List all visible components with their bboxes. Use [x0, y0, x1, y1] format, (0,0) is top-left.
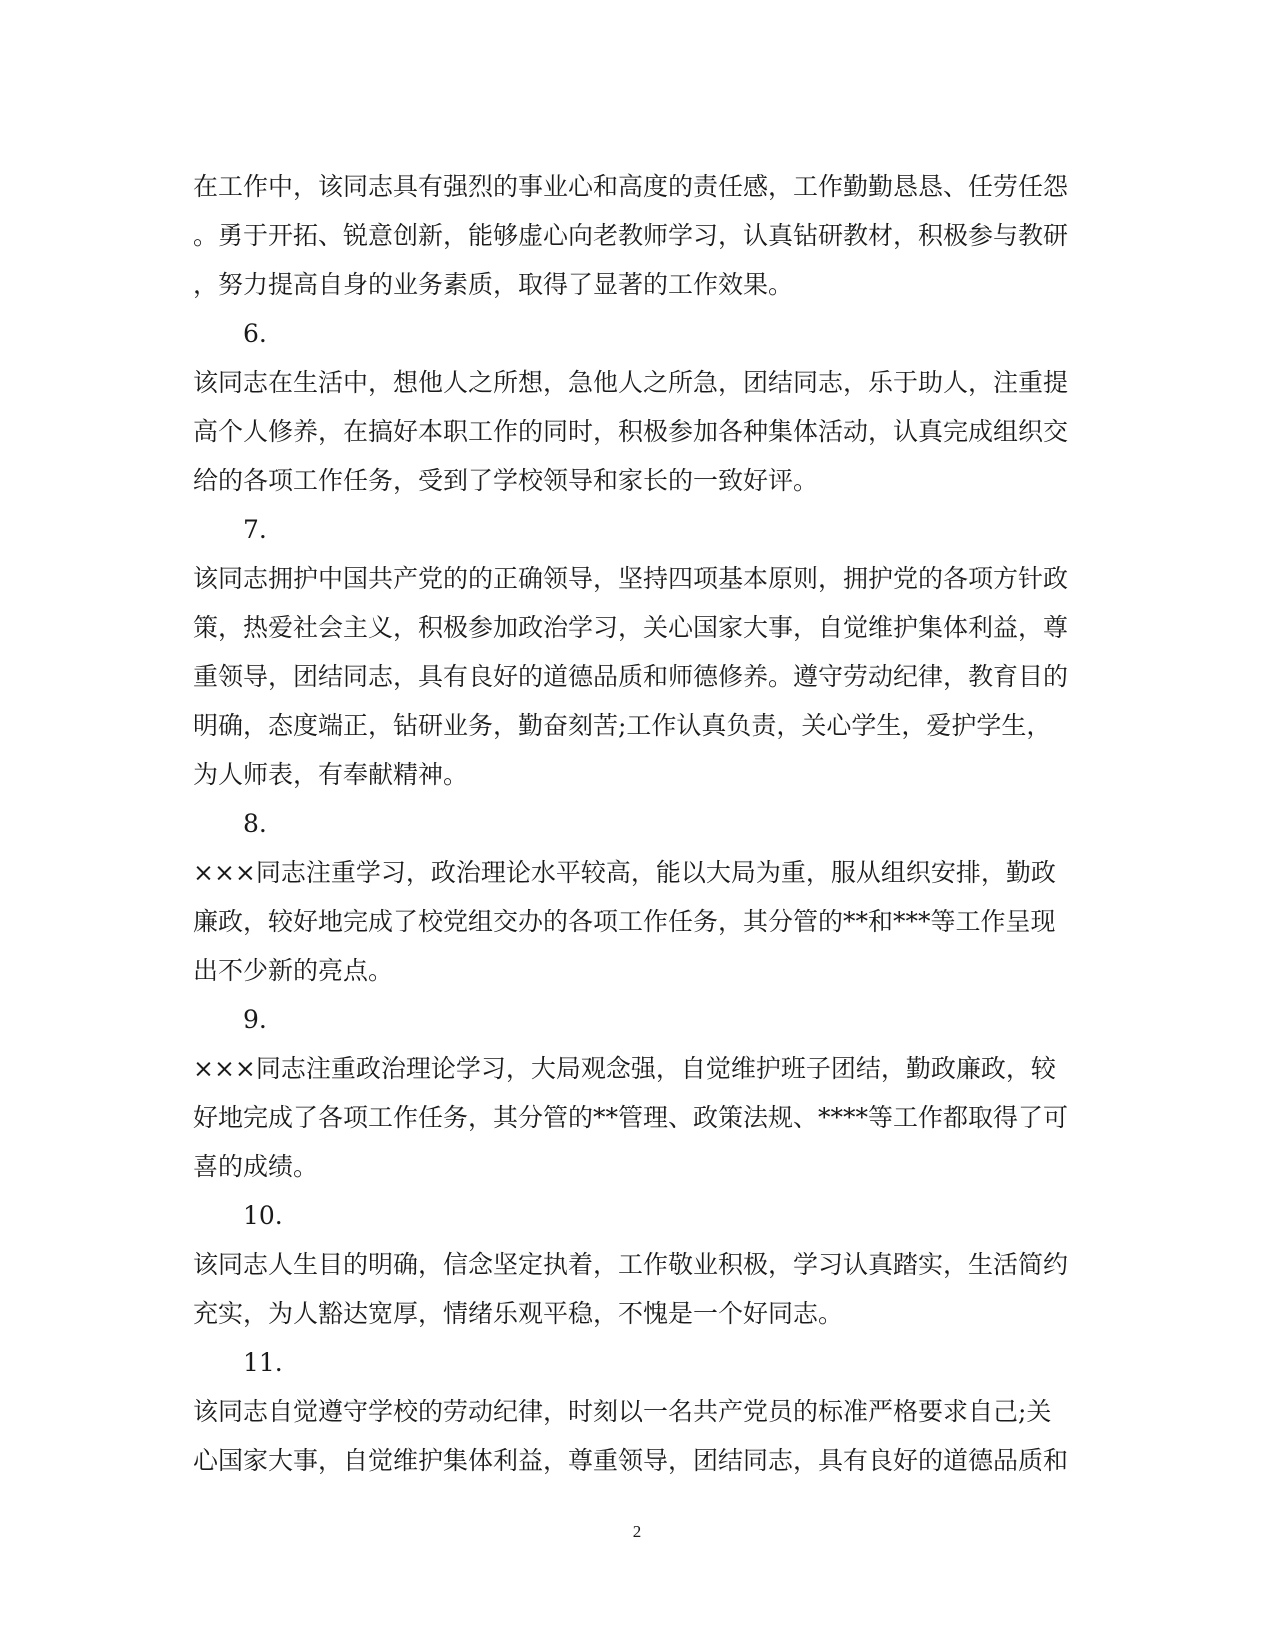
text-line: ，努力提高自身的业务素质，取得了显著的工作效果。	[193, 270, 794, 299]
text-line: 该同志拥护中国共产党的的正确领导，坚持四项基本原则，拥护党的各项方针政	[193, 564, 1069, 593]
text-line: ×××同志注重学习，政治理论水平较高，能以大局为重，服从组织安排，勤政	[193, 858, 1056, 887]
text-line: 给的各项工作任务，受到了学校领导和家长的一致好评。	[193, 466, 819, 495]
page-number: 2	[632, 1522, 642, 1541]
document-body	[193, 162, 1073, 1485]
text-line: 策，热爱社会主义，积极参加政治学习，关心国家大事，自觉维护集体利益，尊	[193, 613, 1069, 642]
text-line: 。勇于开拓、锐意创新，能够虚心向老教师学习，认真钻研教材，积极参与教研	[193, 221, 1069, 250]
item-number: 10.	[243, 1201, 283, 1230]
text-line: 廉政，较好地完成了校党组交办的各项工作任务，其分管的**和***等工作呈现	[193, 907, 1056, 936]
text-line: 高个人修养，在搞好本职工作的同时，积极参加各种集体活动，认真完成组织交	[193, 417, 1069, 446]
text-line: 好地完成了各项工作任务，其分管的**管理、政策法规、****等工作都取得了可	[193, 1103, 1069, 1132]
item-number: 7.	[243, 515, 267, 544]
text-line: ×××同志注重政治理论学习，大局观念强，自觉维护班子团结，勤政廉政，较	[193, 1054, 1056, 1083]
text-line: 该同志人生目的明确，信念坚定执着，工作敬业积极，学习认真踏实，生活简约	[193, 1250, 1069, 1279]
text-line: 心国家大事，自觉维护集体利益，尊重领导，团结同志，具有良好的道德品质和	[193, 1446, 1069, 1475]
item-number: 8.	[243, 809, 267, 838]
item-number: 6.	[243, 319, 267, 348]
item-number: 9.	[243, 1005, 267, 1034]
text-line: 为人师表，有奉献精神。	[193, 760, 469, 789]
text-line: 喜的成绩。	[193, 1152, 319, 1181]
text-line: 出不少新的亮点。	[193, 956, 394, 985]
text-line: 在工作中，该同志具有强烈的事业心和高度的责任感，工作勤勤恳恳、任劳任怨	[193, 172, 1069, 201]
text-line: 充实，为人豁达宽厚，情绪乐观平稳，不愧是一个好同志。	[193, 1299, 844, 1328]
item-number: 11.	[243, 1348, 283, 1377]
text-line: 该同志自觉遵守学校的劳动纪律，时刻以一名共产党员的标准严格要求自己;关	[193, 1397, 1052, 1426]
text-line: 重领导，团结同志，具有良好的道德品质和师德修养。遵守劳动纪律，教育目的	[193, 662, 1069, 691]
text-line: 明确，态度端正，钻研业务，勤奋刻苦;工作认真负责，关心学生，爱护学生，	[193, 711, 1052, 740]
text-line: 该同志在生活中，想他人之所想，急他人之所急，团结同志，乐于助人，注重提	[193, 368, 1069, 397]
